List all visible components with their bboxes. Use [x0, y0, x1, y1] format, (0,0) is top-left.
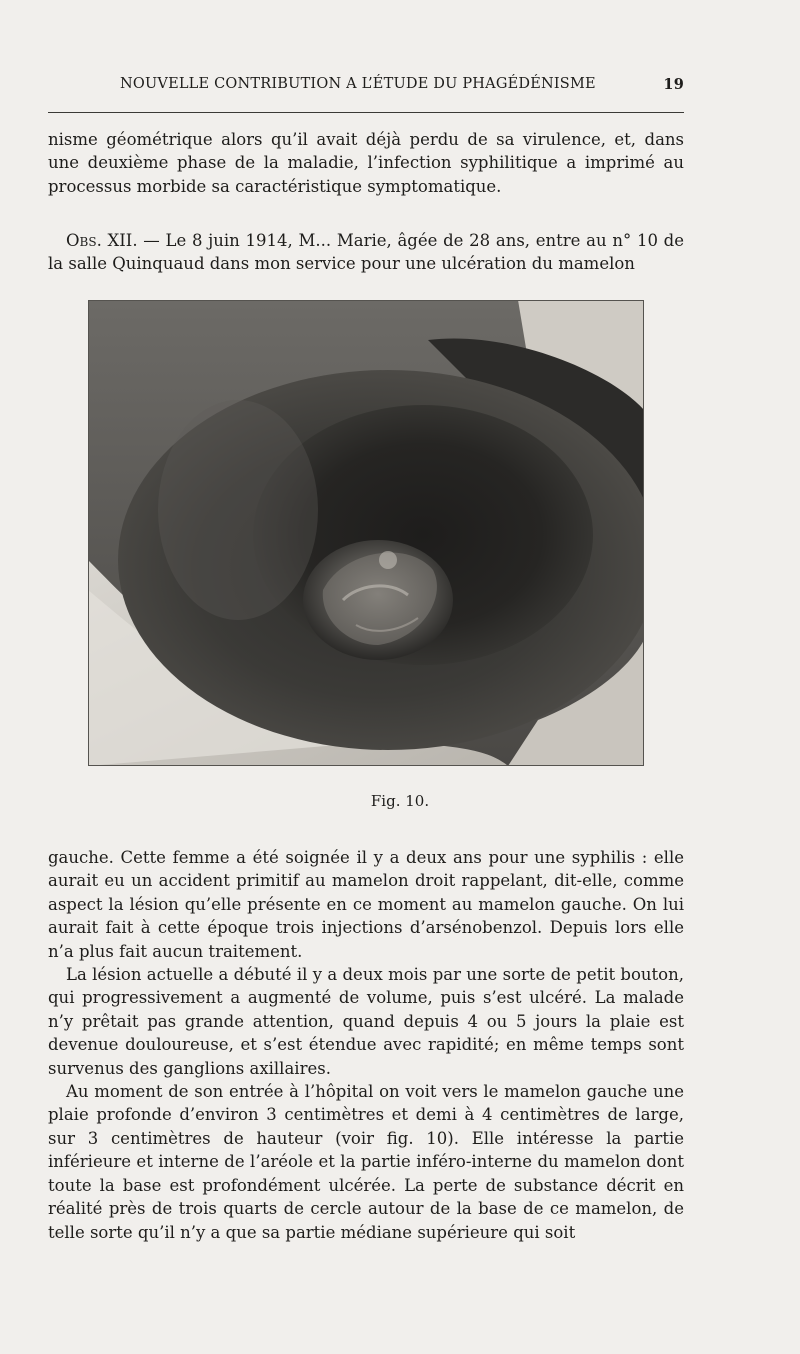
continued-paragraph [48, 128, 684, 198]
running-head [48, 76, 688, 98]
observation-label: Obs. XII. [66, 231, 138, 250]
page-number: 19 [663, 76, 684, 93]
paragraph-onset: La lésion actuelle a débuté il y a deux mois par une sorte de petit bouton, qui progressivement a augmenté de volume, puis s’est ulcéré. La malade n’y prêtait pas grande attention, quand depuis 4 ou 5 jours la plaie est devenue douloureuse, et s’est étendue avec rapidité; en même temps sont survenus des ganglions axillaires. [48, 965, 684, 1078]
observation-body: — Le 8 juin 1914, M... Marie, âgée de 28 ans, entre au n° 10 de la salle Quinquaud dans mon service pour une ulcération du mamelon [48, 231, 684, 274]
paragraph-examination: Au moment de son entrée à l’hôpital on voit vers le mamelon gauche une plaie profonde d’environ 3 centimètres et demi à 4 centimètres de large, sur 3 centimètres de hauteur (voir fig. 10). Elle intéresse la partie inférieure et interne de l’aréole et la partie inféro-interne du mamelon dont toute la base est profondément ulcérée. La perte de substance décrit en réalité près de trois quarts de cercle autour de la base de ce mamelon, de telle sorte qu’il n’y a que sa partie médiane supérieure qui soit [48, 1082, 684, 1242]
paragraph-history: gauche. Cette femme a été soignée il y a deux ans pour une syphilis : elle aurait eu un accident primitif au mamelon droit rappelant, dit-elle, comme aspect la lésion qu’elle présente en ce moment au mamelon gauche. On lui aurait fait à cette époque trois injections d’arsénobenzol. Depuis lors elle n’a plus fait aucun traitement. [48, 848, 684, 961]
clinical-photograph [88, 300, 644, 766]
header-rule [48, 112, 684, 113]
paragraph-continued-text: nisme géométrique alors qu’il avait déjà perdu de sa virulence, et, dans une deuxième phase de la maladie, l’infection syphilitique a imprimé au processus morbide sa caractéristique symptomatique. [48, 130, 684, 196]
observation-text [48, 229, 684, 276]
running-title: NOUVELLE CONTRIBUTION A L’ÉTUDE DU PHAGÉDÉNISME [120, 76, 596, 92]
observation-paragraph [48, 229, 684, 276]
figure-caption: Fig. 10. [370, 792, 430, 810]
case-description [48, 846, 684, 1244]
